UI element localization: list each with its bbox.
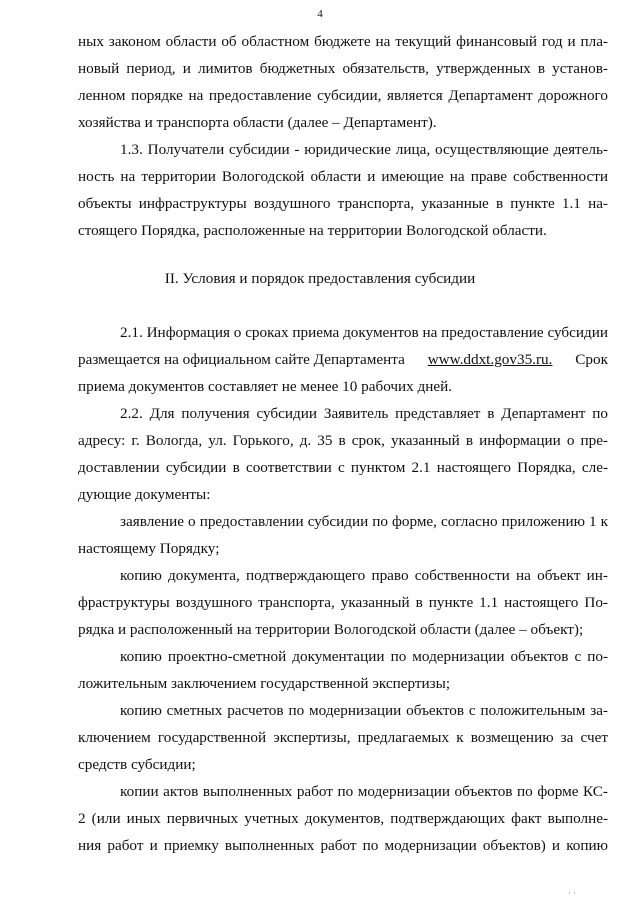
text-segment: размещается на официальном сайте Департамента <box>78 351 405 368</box>
text-line: ния работ и приемку выполненных работ по модернизации объектов) и копию <box>78 837 608 854</box>
text-line: приема документов составляет не менее 10 рабочих дней. <box>78 378 453 395</box>
scan-artifact: · · <box>568 888 577 898</box>
text-line: копию документа, подтверждающего право собственности на объект ин- <box>120 567 608 584</box>
text-line: средств субсидии; <box>78 756 196 773</box>
page-number: 4 <box>317 8 323 20</box>
section-heading: II. Условия и порядок предоставления субсидии <box>164 270 476 287</box>
text-line: 2 (или иных первичных учетных документов, подтверждающих факт выполне- <box>78 810 608 827</box>
text-line: новый период, и лимитов бюджетных обязательств, утвержденных в установ- <box>78 60 608 77</box>
text-segment: Срок <box>575 351 608 368</box>
text-line: фраструктуры воздушного транспорта, указанный в пункте 1.1 настоящего По- <box>78 594 608 611</box>
text-line: копии актов выполненных работ по модернизации объектов по форме КС- <box>120 783 608 800</box>
text-line: адресу: г. Вологда, ул. Горького, д. 35 в срок, указанный в информации о пре- <box>78 432 608 449</box>
text-line: копию проектно-сметной документации по модернизации объектов с по- <box>120 648 608 665</box>
text-line: хозяйства и транспорта области (далее – Департамент). <box>78 114 437 131</box>
text-line: 2.2. Для получения субсидии Заявитель представляет в Департамент по <box>120 405 608 422</box>
text-line: объекты инфраструктуры воздушного транспорта, указанные в пункте 1.1 на- <box>78 195 608 212</box>
text-line: ленном порядке на предоставление субсидии, является Департамент дорожного <box>78 87 608 104</box>
text-line: стоящего Порядка, расположенные на территории Вологодской области. <box>78 222 547 239</box>
text-line: ных законом области об областном бюджете на текущий финансовый год и пла- <box>78 33 608 50</box>
text-line-with-link <box>78 347 608 373</box>
text-line: дующие документы: <box>78 486 211 503</box>
text-line: заявление о предоставлении субсидии по форме, согласно приложению 1 к <box>120 513 608 530</box>
text-line: ность на территории Вологодской области и имеющие на праве собственности <box>78 168 608 185</box>
text-line: 1.3. Получатели субсидии - юридические лица, осуществляющие деятель- <box>120 141 608 158</box>
text-line: 2.1. Информация о сроках приема документов на предоставление субсидии <box>120 324 608 341</box>
text-line: ложительным заключением государственной экспертизы; <box>78 675 451 692</box>
text-line: рядка и расположенный на территории Вологодской области (далее – объект); <box>78 621 584 638</box>
text-line: копию сметных расчетов по модернизации объектов с положительным за- <box>120 702 608 719</box>
website-link[interactable]: www.ddxt.gov35.ru. <box>427 351 553 368</box>
text-line: ключением государственной экспертизы, предлагаемых к возмещению за счет <box>78 729 608 746</box>
text-line: доставлении субсидии в соответствии с пунктом 2.1 настоящего Порядка, сле- <box>78 459 608 476</box>
text-line: настоящему Порядку; <box>78 540 220 557</box>
